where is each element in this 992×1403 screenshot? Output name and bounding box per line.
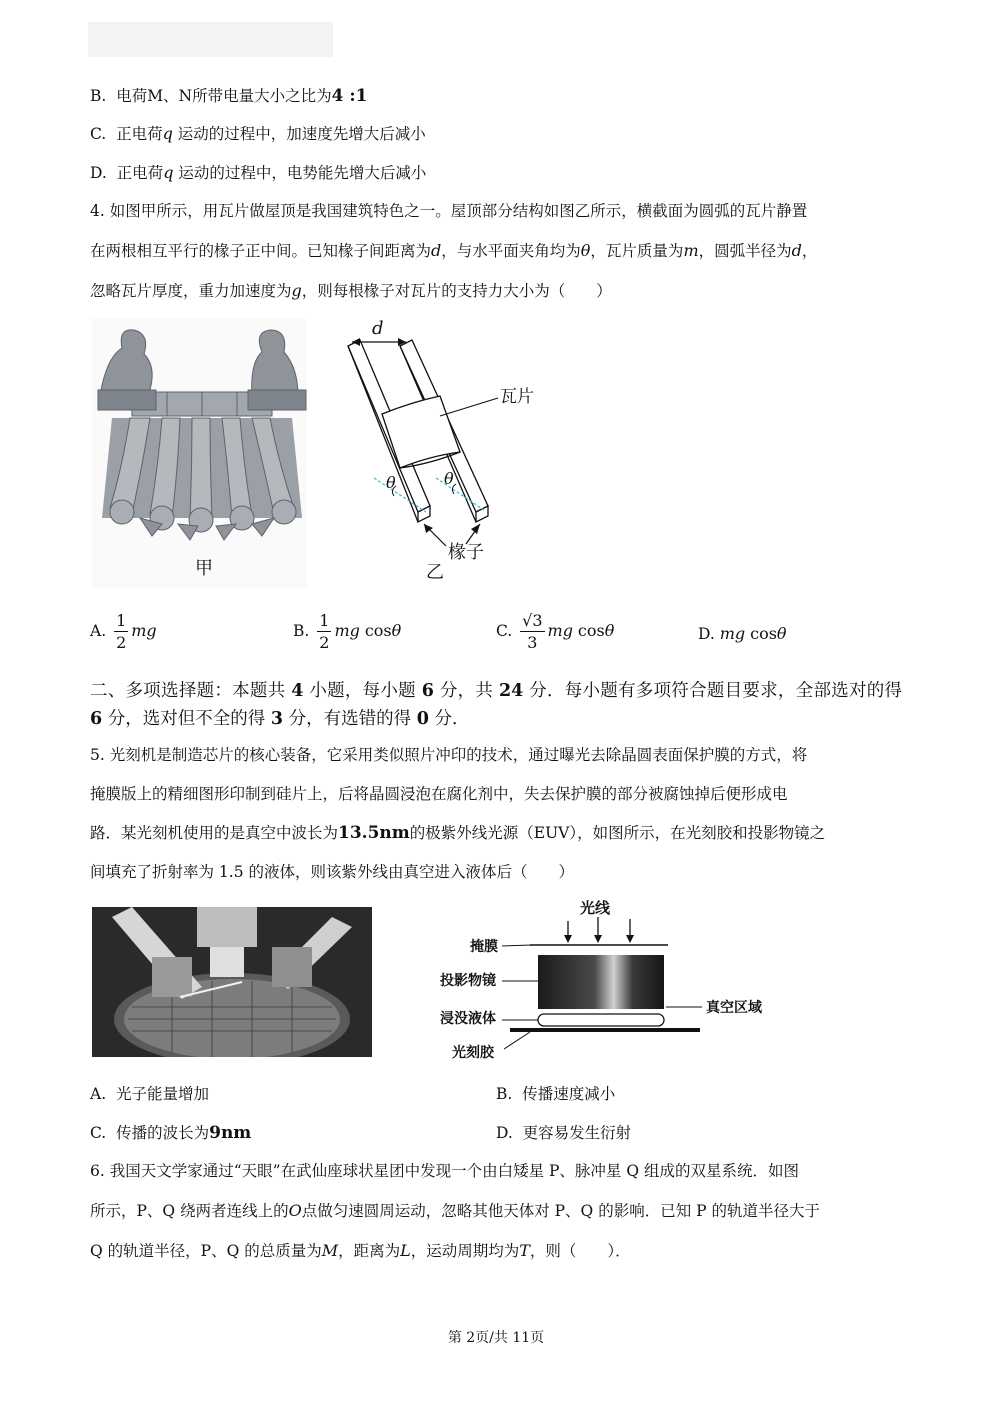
diagram-lens-label: 投影物镜 [440, 972, 496, 988]
q5-option-c: C. 传播的波长为9nm [90, 1123, 252, 1143]
q5-option-d: D. 更容易发生衍射 [496, 1124, 632, 1142]
question-6-text: 6. 我国天文学家通过“天眼”在武仙座球状星团中发现一个由白矮星 P、脉冲星 Q 组成的双星系统．如图 所示，P、Q 绕两者连线上的O点做匀速圆周运动，忽略其他天体对 P、Q 的影响．已知 P 的轨道半径大于 Q 的轨道半径，P、Q 的总质量为M，距离为L，运动周期均为T，则（ ）． [90, 1162, 820, 1260]
q4-option-a: A. $\frac{1}{2}$ mg [90, 611, 157, 652]
option-b-prev: B. 电荷M、N所带电量大小之比为4 :1 [90, 86, 368, 106]
figure-yi-theta-left: θ [386, 473, 396, 492]
figure-jia-roof-tiles [92, 318, 307, 588]
diagram-resist-label: 光刻胶 [452, 1044, 494, 1060]
diagram-liquid-label: 浸没液体 [440, 1010, 496, 1026]
figure-jia-label: 甲 [195, 558, 213, 578]
question-5-text: 5. 光刻机是制造芯片的核心装备，它采用类似照片冲印的技术，通过曝光去除晶圆表面保护膜的方式，将 掩膜版上的精细图形印制到硅片上，后将晶圆浸泡在腐化剂中，失去保护膜的部分被腐蚀掉后便形成电 路．某光刻机使用的是真空中波长为13.5nm的极紫外线光源（EUV），如图所示，在光刻胶和投影物镜之 间填充了折射率为 1.5 的液体，则该紫外线由真空进入液体后（ ） [90, 746, 826, 881]
diagram-mask-label: 掩膜 [470, 938, 498, 954]
section-2-heading: 二、多项选择题：本题共 4 小题，每小题 6 分，共 24 分．每小题有多项符合题目要求，全部选对的得 6 分，选对但不全的得 3 分，有选错的得 0 分． [90, 681, 903, 729]
figure-yi-rafters [330, 318, 540, 588]
immersion-diagram [440, 895, 780, 1070]
q4-option-b: B. $\frac{1}{2}$ mg cosθ [293, 611, 402, 652]
question-4-text: 4. 如图甲所示，用瓦片做屋顶是我国建筑特色之一。屋顶部分结构如图乙所示，横截面为圆弧的瓦片静置 在两根相互平行的椽子正中间。已知椽子间距离为d，与水平面夹角均为θ，瓦片质量为m，圆弧半径为d， 忽略瓦片厚度，重力加速度为g，则每根椽子对瓦片的支持力大小为（ ） [90, 202, 818, 300]
figure-yi-label: 乙 [426, 562, 444, 582]
lithography-photo [92, 907, 372, 1057]
option-c-prev: C. 正电荷q 运动的过程中，加速度先增大后减小 [90, 124, 426, 143]
figure-yi-theta-right: θ [444, 469, 454, 488]
diagram-vacuum-label: 真空区域 [706, 999, 762, 1015]
q5-option-b: B. 传播速度减小 [496, 1085, 616, 1103]
q4-option-c: C. $\frac{√3}{3}$ mg cosθ [496, 611, 615, 652]
figure-yi-d-label: d [372, 318, 384, 339]
diagram-light-label: 光线 [580, 900, 611, 917]
page-footer: 第 2页/共 11页 [447, 1330, 545, 1346]
figure-yi-rafter-label: 椽子 [448, 542, 484, 562]
figure-yi-tile-label: 瓦片 [500, 387, 534, 406]
header-blur [88, 22, 333, 57]
q5-option-a: A. 光子能量增加 [90, 1085, 209, 1103]
q4-option-d: D. mg cosθ [698, 624, 787, 643]
option-d-prev: D. 正电荷q 运动的过程中，电势能先增大后减小 [90, 163, 427, 182]
